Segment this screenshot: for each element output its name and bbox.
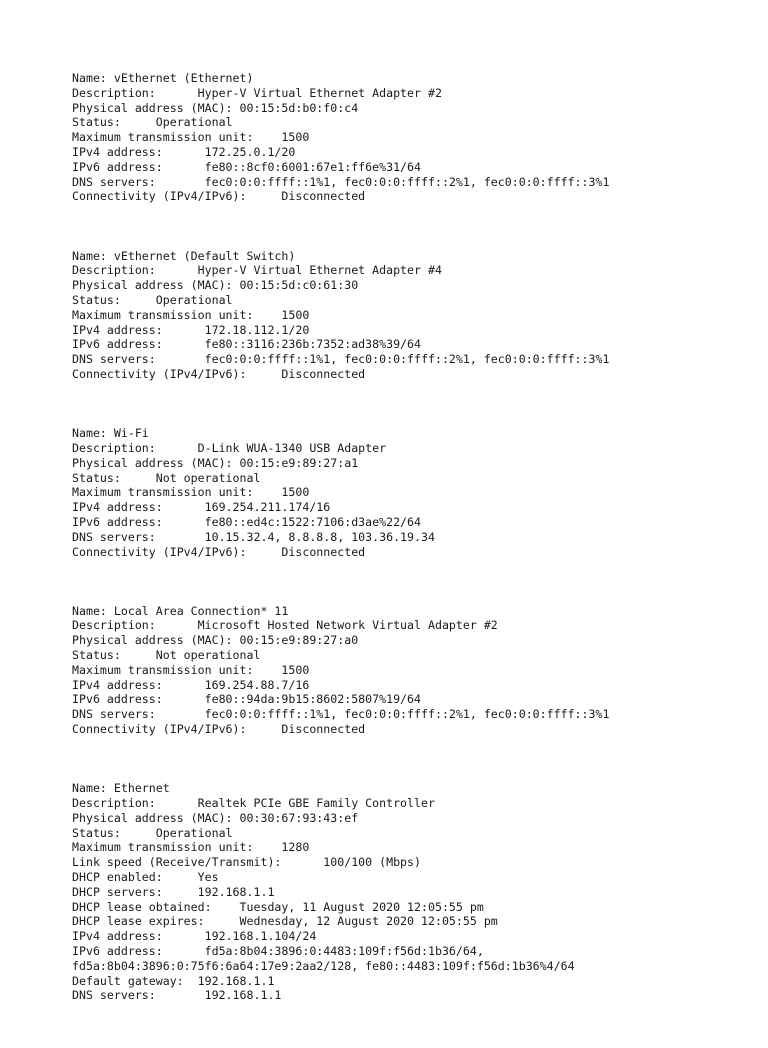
text-line: IPv6 address: fe80::3116:236b:7352:ad38%39/64	[72, 337, 422, 352]
text-line: Connectivity (IPv4/IPv6): Disconnected	[72, 189, 366, 204]
text-line: Connectivity (IPv4/IPv6): Disconnected	[72, 544, 366, 559]
text-line: DNS servers: fec0:0:0:ffff::1%1, fec0:0:0:ffff::2%1, fec0:0:0:ffff::3%1	[72, 707, 610, 722]
text-line: IPv4 address: 192.168.1.104/24	[72, 929, 317, 944]
text-line: Status: Not operational	[72, 470, 261, 485]
text-line: Description: Realtek PCIe GBE Family Controller	[72, 796, 435, 811]
text-line: Connectivity (IPv4/IPv6): Disconnected	[72, 366, 366, 381]
text-line: Status: Not operational	[72, 648, 261, 663]
adapter-block-vethernet-ethernet	[72, 71, 762, 204]
text-line: DHCP lease obtained: Tuesday, 11 August 2020 12:05:55 pm	[72, 899, 484, 914]
network-adapter-report	[72, 71, 762, 1048]
text-line: Name: Wi-Fi	[72, 426, 149, 441]
text-line: Name: vEthernet (Ethernet)	[72, 71, 254, 85]
text-line: Maximum transmission unit: 1500	[72, 307, 310, 322]
text-line: Name: Local Area Connection* 11	[72, 603, 289, 618]
text-line: Physical address (MAC): 00:15:5d:b0:f0:c4	[72, 100, 359, 115]
text-line: Description: Hyper-V Virtual Ethernet Adapter #4	[72, 263, 442, 278]
text-line: IPv6 address: fe80::94da:9b15:8602:5807%19/64	[72, 692, 422, 707]
text-line: Physical address (MAC): 00:30:67:93:43:ef	[72, 810, 359, 825]
text-line: Maximum transmission unit: 1500	[72, 130, 310, 145]
adapter-block-vethernet-default-switch	[72, 249, 762, 382]
text-line: DHCP enabled: Yes	[72, 870, 219, 885]
text-line: IPv4 address: 172.18.112.1/20	[72, 322, 310, 337]
text-line: DNS servers: fec0:0:0:ffff::1%1, fec0:0:0:ffff::2%1, fec0:0:0:ffff::3%1	[72, 174, 610, 189]
text-line: fd5a:8b04:3896:0:75f6:6a64:17e9:2aa2/128, fe80::4483:109f:f56d:1b36%4/64	[72, 958, 575, 973]
text-line: DHCP lease expires: Wednesday, 12 August 2020 12:05:55 pm	[72, 914, 498, 929]
text-line: Maximum transmission unit: 1500	[72, 662, 310, 677]
text-line: IPv4 address: 172.25.0.1/20	[72, 144, 296, 159]
text-line: Name: Ethernet	[72, 781, 170, 796]
text-line: Description: Microsoft Hosted Network Virtual Adapter #2	[72, 618, 498, 633]
text-line: Maximum transmission unit: 1500	[72, 485, 310, 500]
text-line: IPv6 address: fe80::8cf0:6001:67e1:ff6e%31/64	[72, 159, 422, 174]
text-line: Default gateway: 192.168.1.1	[72, 973, 275, 988]
text-line: DHCP servers: 192.168.1.1	[72, 884, 275, 899]
text-line: DNS servers: fec0:0:0:ffff::1%1, fec0:0:0:ffff::2%1, fec0:0:0:ffff::3%1	[72, 352, 610, 367]
adapter-block-wi-fi	[72, 426, 762, 559]
text-line: Status: Operational	[72, 115, 233, 130]
adapter-block-ethernet	[72, 781, 762, 1003]
text-line: DNS servers: 192.168.1.1	[72, 988, 282, 1003]
text-line: Description: Hyper-V Virtual Ethernet Adapter #2	[72, 85, 442, 100]
text-line: Physical address (MAC): 00:15:5d:c0:61:30	[72, 278, 359, 293]
text-line: IPv6 address: fe80::ed4c:1522:7106:d3ae%22/64	[72, 514, 422, 529]
text-line: Name: vEthernet (Default Switch)	[72, 248, 296, 263]
adapter-block-local-area-connection-11	[72, 604, 762, 737]
text-line: Physical address (MAC): 00:15:e9:89:27:a1	[72, 455, 359, 470]
text-line: IPv4 address: 169.254.211.174/16	[72, 500, 331, 515]
text-line: Maximum transmission unit: 1280	[72, 840, 310, 855]
text-line: Status: Operational	[72, 292, 233, 307]
text-line: Connectivity (IPv4/IPv6): Disconnected	[72, 722, 366, 737]
text-line: Description: D-Link WUA-1340 USB Adapter	[72, 440, 387, 455]
text-line: IPv6 address: fd5a:8b04:3896:0:4483:109f:f56d:1b36/64,	[72, 944, 484, 959]
text-line: Status: Operational	[72, 825, 233, 840]
text-line: Link speed (Receive/Transmit): 100/100 (Mbps)	[72, 855, 422, 870]
text-line: Physical address (MAC): 00:15:e9:89:27:a0	[72, 633, 359, 648]
text-line: IPv4 address: 169.254.88.7/16	[72, 677, 310, 692]
text-line: DNS servers: 10.15.32.4, 8.8.8.8, 103.36.19.34	[72, 529, 435, 544]
